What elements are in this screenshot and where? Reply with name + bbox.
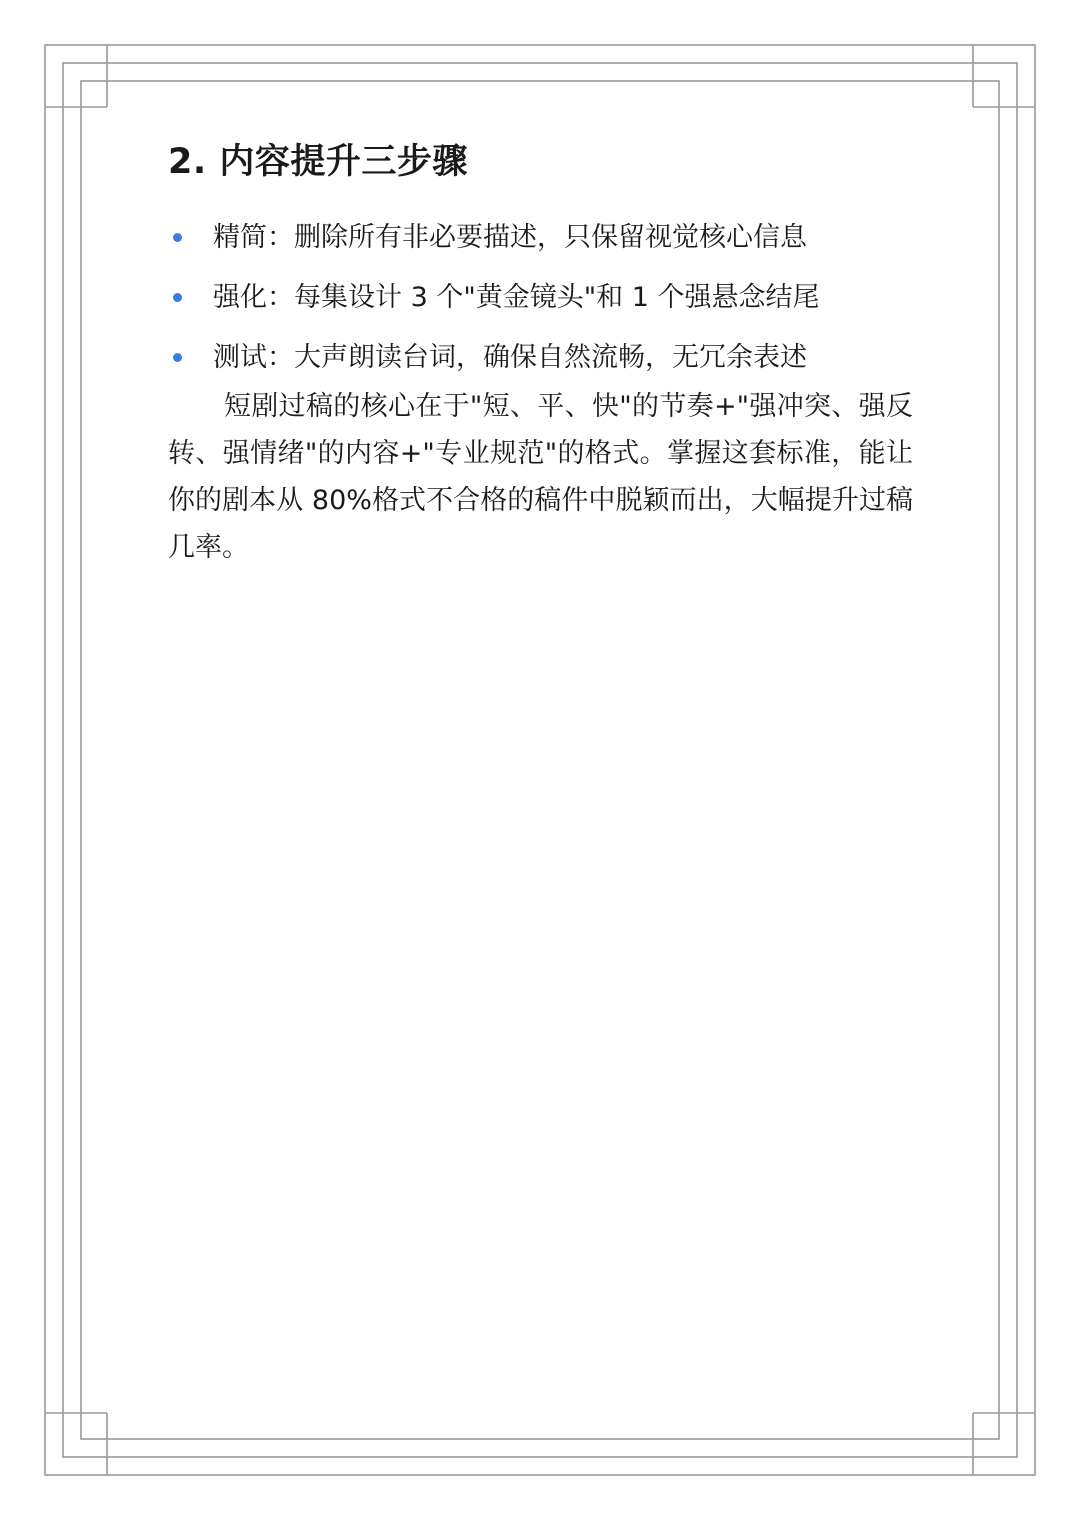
list-item bbox=[168, 216, 913, 260]
bullet-text: 强化：每集设计 3 个"黄金镜头"和 1 个强悬念结尾 bbox=[213, 282, 820, 313]
bullet-list bbox=[168, 216, 913, 380]
bullet-text: 测试：大声朗读台词，确保自然流畅，无冗余表述 bbox=[213, 342, 807, 373]
bullet-text: 精简：删除所有非必要描述，只保留视觉核心信息 bbox=[213, 222, 807, 253]
bullet-icon bbox=[173, 353, 182, 362]
list-item bbox=[168, 276, 913, 320]
page-content bbox=[168, 138, 913, 571]
bullet-icon bbox=[173, 293, 182, 302]
section-heading: 2. 内容提升三步骤 bbox=[168, 142, 468, 182]
bullet-icon bbox=[173, 233, 182, 242]
summary-paragraph: 短剧过稿的核心在于"短、平、快"的节奏+"强冲突、强反转、强情绪"的内容+"专业规范"的格式。掌握这套标准，能让你的剧本从 80%格式不合格的稿件中脱颖而出，大幅提升过稿几率。 bbox=[168, 391, 913, 563]
list-item bbox=[168, 336, 913, 380]
